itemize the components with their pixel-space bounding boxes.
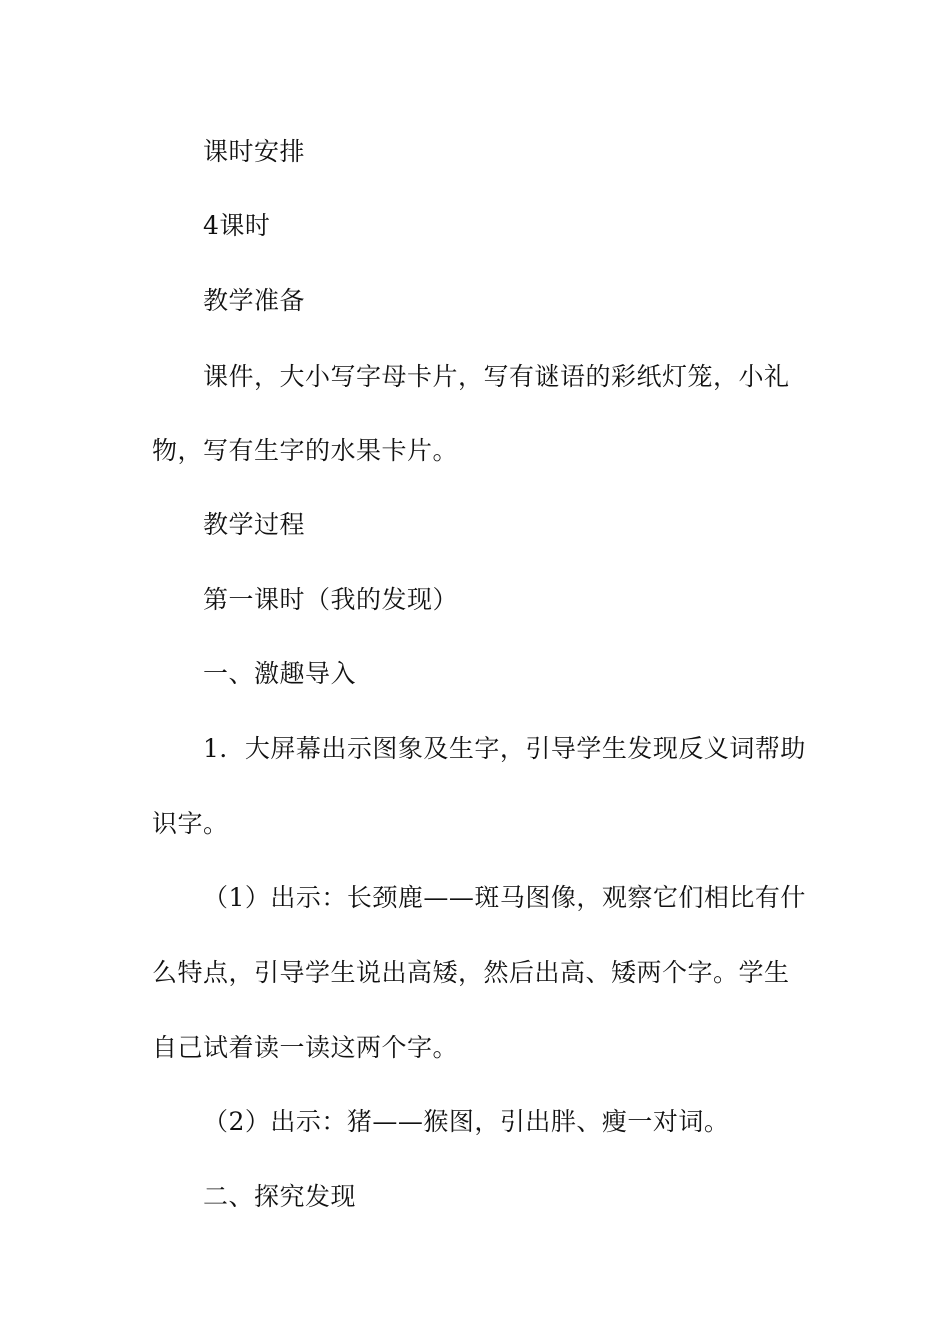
paragraph-item-1-line-2: 识字。	[152, 809, 229, 838]
heading-teaching-process: 教学过程	[203, 510, 306, 539]
paragraph-sub-2: （2）出示：猪——猴图，引出胖、瘦一对词。	[203, 1107, 730, 1136]
paragraph-item-1-line-1: 1．大屏幕出示图象及生字，引导学生发现反义词帮助	[203, 734, 806, 763]
heading-section-one: 一、激趣导入	[203, 659, 357, 688]
paragraph-sub-1-line-1: （1）出示：长颈鹿——斑马图像，观察它们相比有什	[203, 883, 806, 912]
paragraph-sub-1-line-2: 么特点，引导学生说出高矮，然后出高、矮两个字。学生	[152, 958, 790, 987]
text-class-hours: 4课时	[203, 211, 271, 240]
heading-teaching-prep: 教学准备	[203, 286, 306, 315]
paragraph-prep-line-2: 物，写有生字的水果卡片。	[152, 436, 459, 465]
heading-first-lesson: 第一课时（我的发现）	[203, 585, 459, 614]
heading-class-schedule: 课时安排	[203, 137, 306, 166]
paragraph-prep-line-1: 课件，大小写字母卡片，写有谜语的彩纸灯笼，小礼	[203, 362, 790, 391]
paragraph-sub-1-line-3: 自己试着读一读这两个字。	[152, 1033, 459, 1062]
heading-section-two: 二、探究发现	[203, 1182, 357, 1211]
